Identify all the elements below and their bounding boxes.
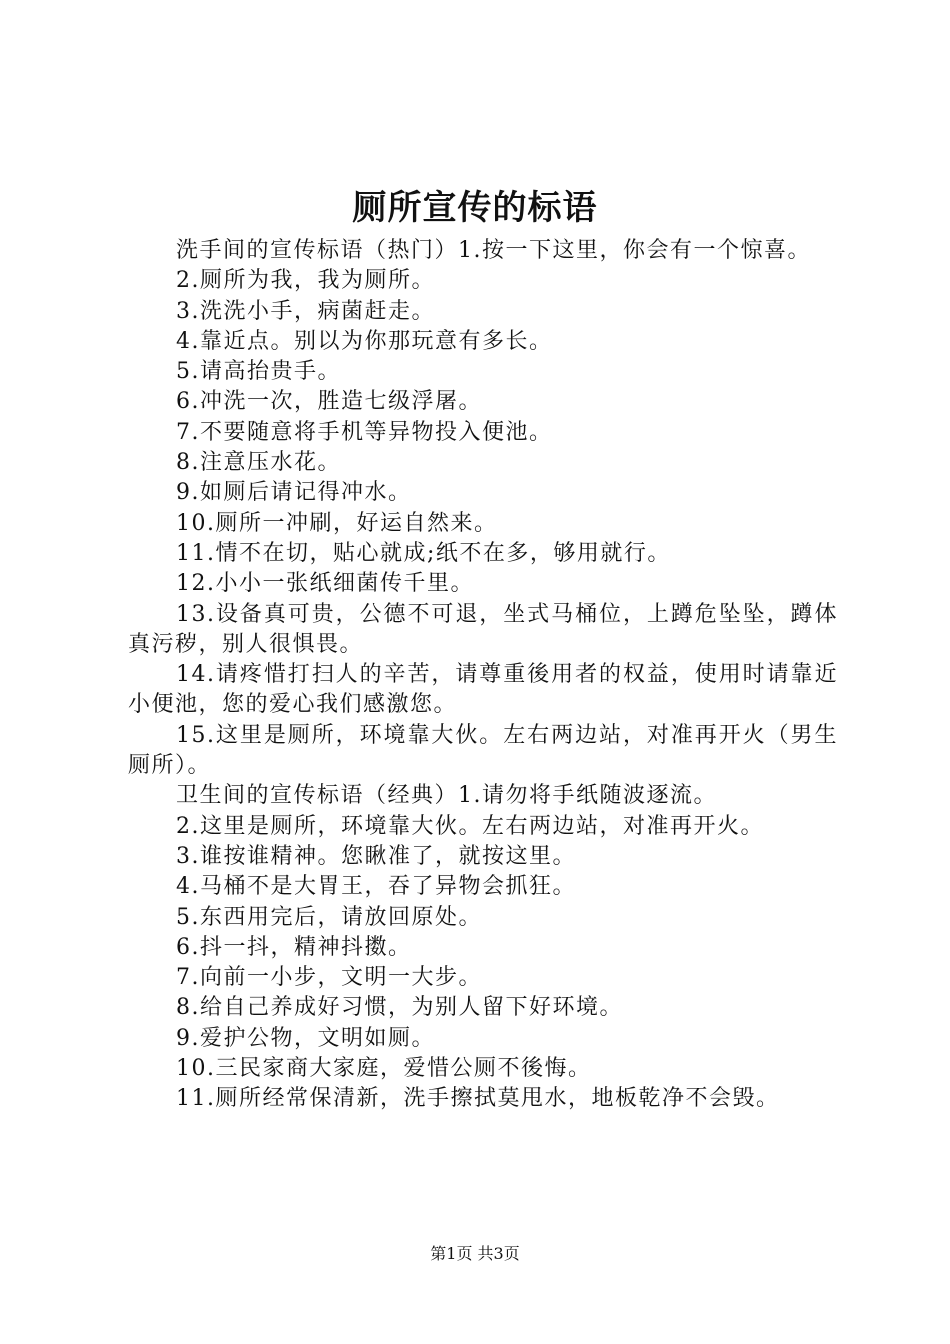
paragraph: 7.向前一小步，文明一大步。 — [176, 965, 482, 991]
paragraph: 5.请高抬贵手。 — [176, 359, 341, 385]
paragraph: 7.不要随意将手机等异物投入便池。 — [176, 419, 553, 445]
paragraph: 5.东西用完后，请放回原处。 — [176, 904, 482, 930]
paragraph: 12.小小一张纸细菌传千里。 — [176, 571, 474, 597]
paragraph: 6.抖一抖，精神抖擞。 — [176, 934, 412, 960]
page-footer: 第1页 共3页 — [430, 1244, 520, 1263]
paragraph: 洗手间的宣传标语（热门）1.按一下这里，你会有一个惊喜。 — [176, 238, 811, 263]
document-body — [128, 236, 838, 1115]
paragraph: 10.三民家商大家庭，爱惜公厕不後悔。 — [176, 1056, 592, 1082]
paragraph: 10.厕所一冲刷，好运自然来。 — [176, 510, 498, 536]
paragraph: 11.情不在切，贴心就成;纸不在多，够用就行。 — [176, 540, 671, 566]
paragraph: 4.靠近点。别以为你那玩意有多长。 — [176, 328, 553, 354]
paragraph: 4.马桶不是大胃王，吞了异物会抓狂。 — [176, 874, 576, 900]
paragraph: 8.给自己养成好习惯，为别人留下好环境。 — [176, 995, 623, 1021]
paragraph: 3.谁按谁精神。您瞅准了，就按这里。 — [176, 843, 576, 869]
paragraph: 2.这里是厕所，环境靠大伙。左右两边站，对准再开火。 — [176, 813, 764, 839]
document-title: 厕所宣传的标语 — [352, 188, 598, 228]
paragraph: 11.厕所经常保清新，洗手擦拭莫甩水，地板乾净不会毁。 — [176, 1086, 780, 1112]
paragraph: 2.厕所为我，我为厕所。 — [176, 268, 435, 294]
paragraph: 13.设备真可贵，公德不可退，坐式马桶位，上蹲危坠坠，蹲体真污秽，别人很惧畏。 — [128, 601, 838, 657]
paragraph: 14.请疼惜打扫人的辛苦，请尊重後用者的权益，使用时请靠近小便池，您的爱心我们感激您。 — [128, 662, 838, 718]
paragraph: 9.爱护公物，文明如厕。 — [176, 1025, 435, 1051]
paragraph: 卫生间的宣传标语（经典）1.请勿将手纸随波逐流。 — [176, 783, 717, 809]
paragraph: 6.冲洗一次，胜造七级浮屠。 — [176, 389, 482, 415]
paragraph: 8.注意压水花。 — [176, 450, 341, 476]
paragraph: 3.洗洗小手，病菌赶走。 — [176, 298, 435, 324]
paragraph: 9.如厕后请记得冲水。 — [176, 480, 412, 506]
paragraph: 15.这里是厕所，环境靠大伙。左右两边站，对准再开火（男生厕所）。 — [128, 722, 838, 779]
